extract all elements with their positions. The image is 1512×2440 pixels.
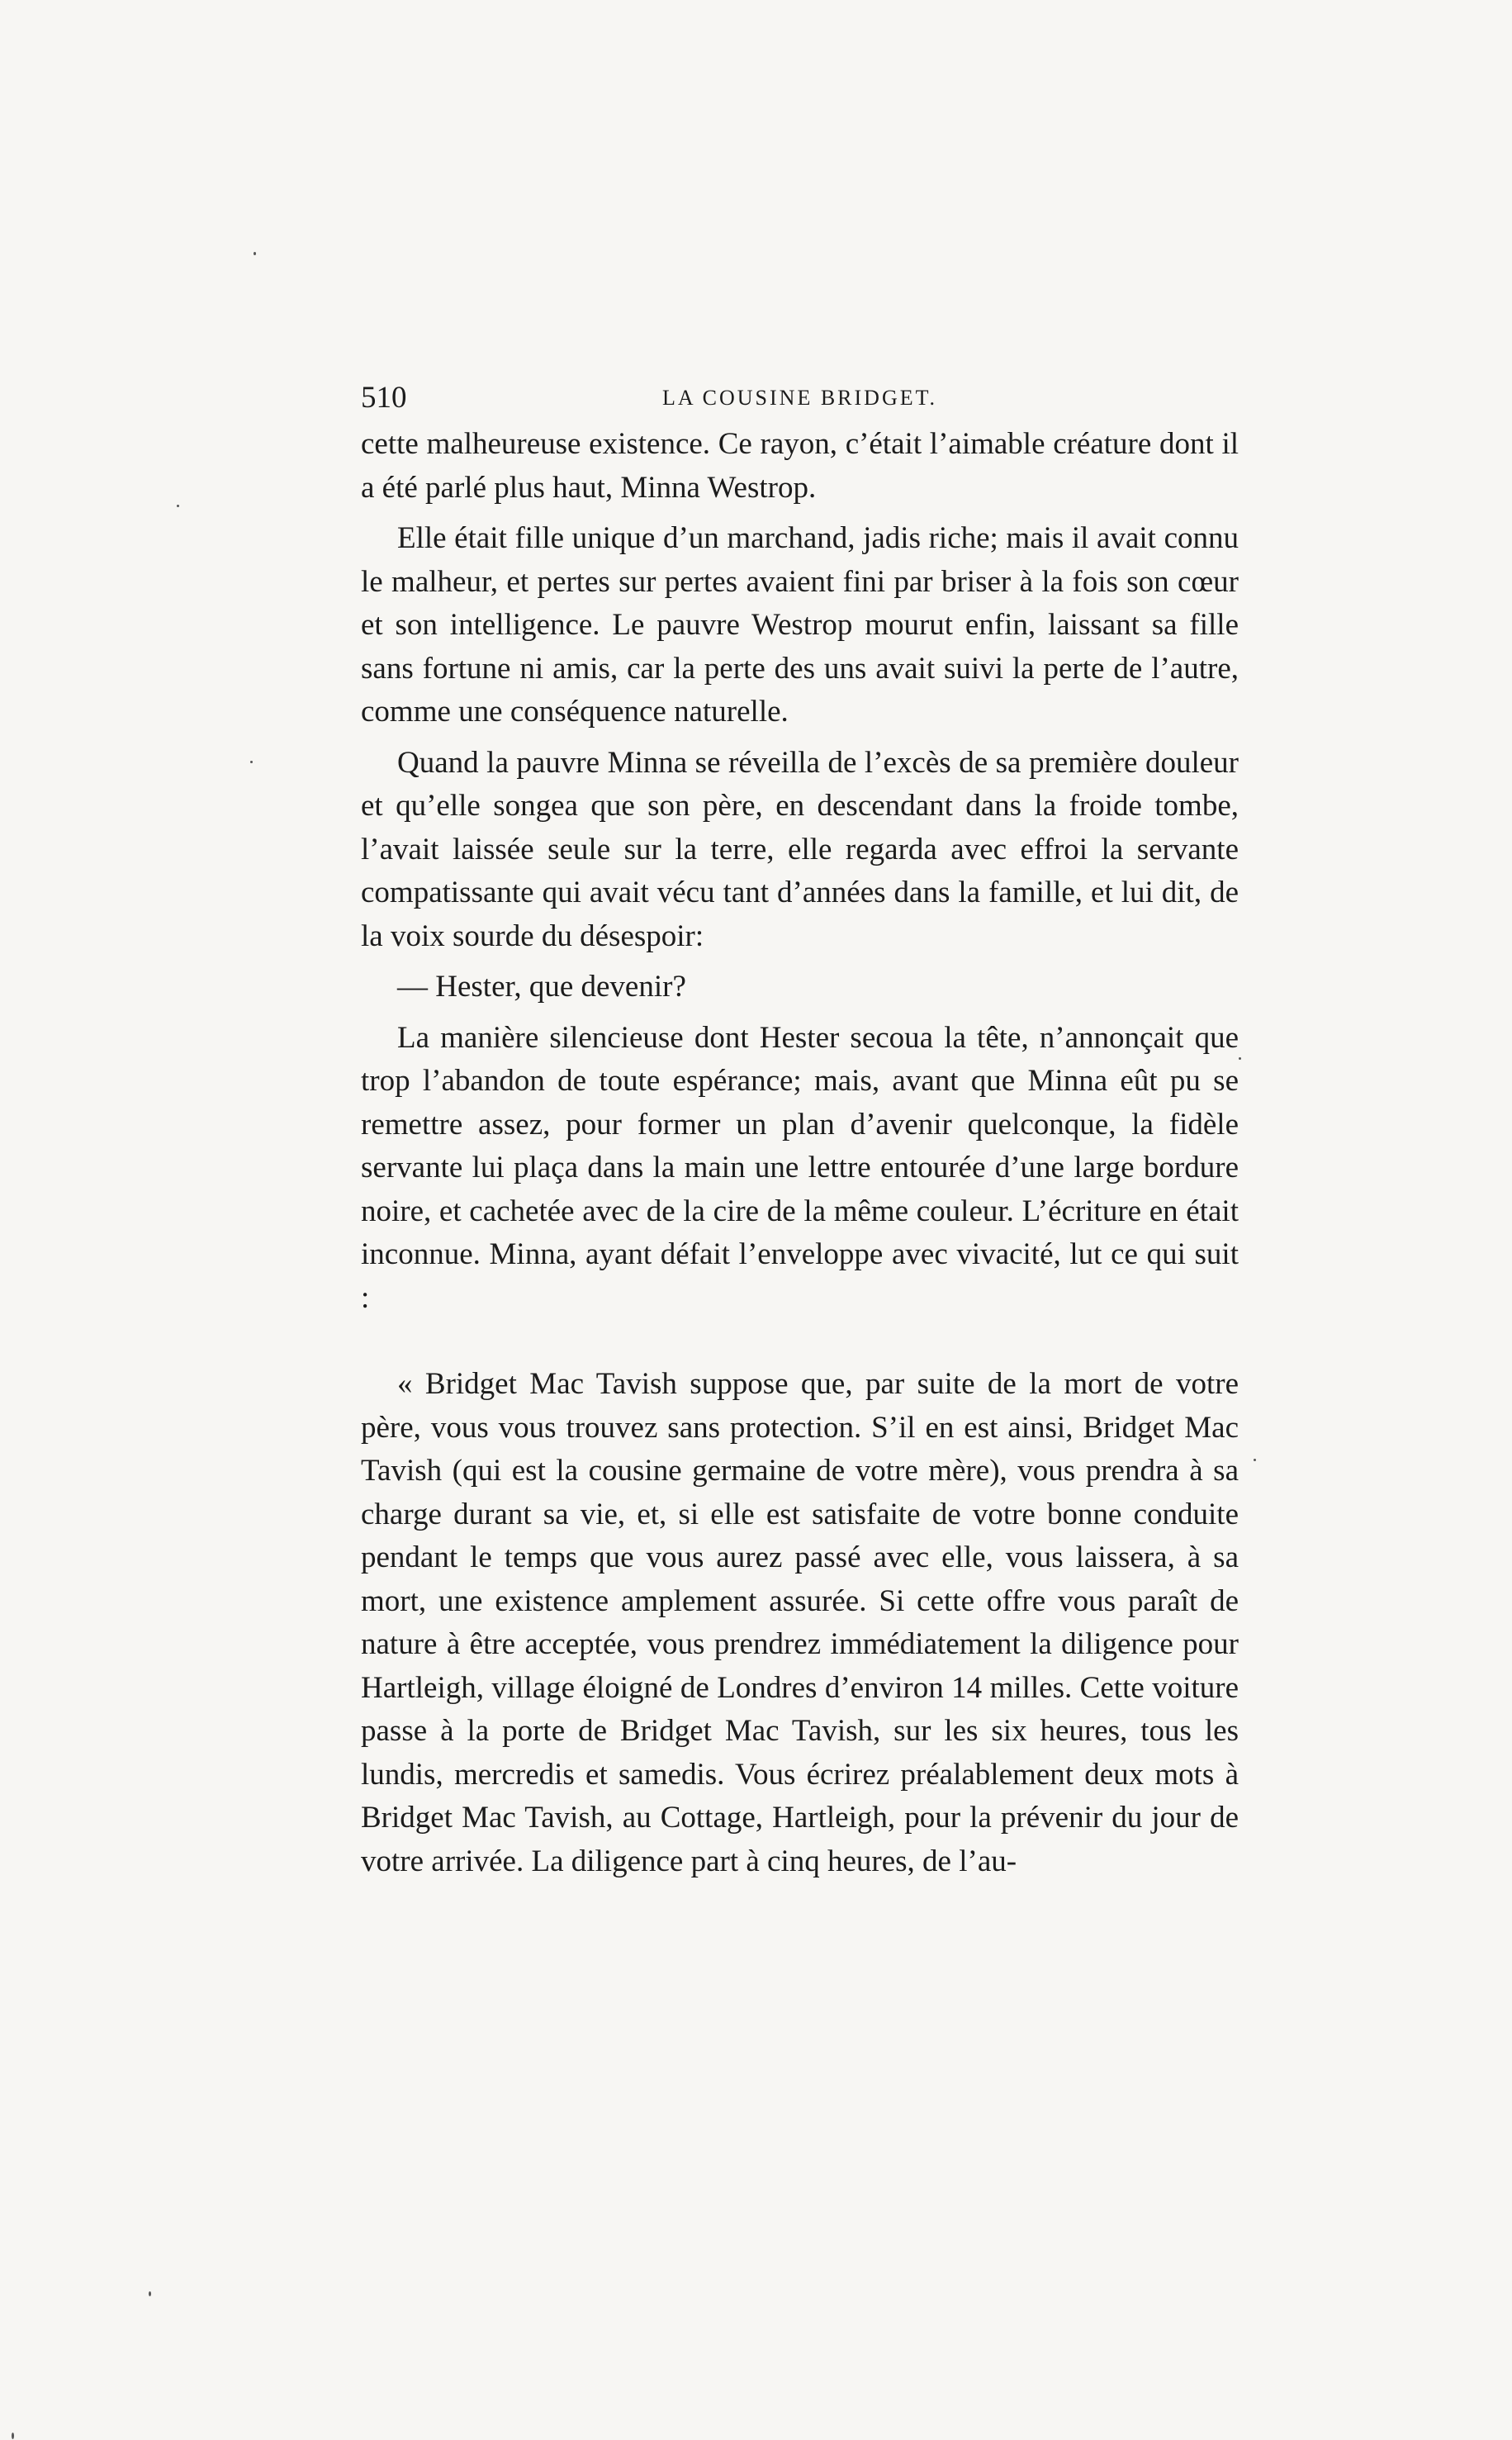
paragraph-minna-wakes: Quand la pauvre Minna se réveilla de l’excès de sa première douleur et qu’elle songea que son père, en descendant dans la froide tombe, l’avait laissée seule sur la terre, elle regarda avec effroi la servante compatissante qui avait vécu tant d’années dans la famille, et lui dit, de la voix sourde du désespoir:: [361, 745, 1239, 953]
paper-speck: [1254, 1459, 1256, 1461]
running-title: LA COUSINE BRIDGET.: [661, 386, 938, 410]
paper-speck: [12, 2433, 14, 2439]
letter-text: « Bridget Mac Tavish suppose que, par suite de la mort de votre père, vous vous trouvez sans protection. S’il en est ainsi, Bridget Mac Tavish (qui est la cousine germaine de votre mère), vous prendra à sa charge durant sa vie, et, si elle est satisfaite de votre bonne conduite pendant le temps que vous aurez passé avec elle, vous laissera, à sa mort, une existence amplement assurée. Si cette offre vous paraît de nature à être acceptée, vous prendrez immédiatement la diligence pour Hartleigh, village éloigné de Londres d’environ 14 milles. Cette voiture passe à la porte de Bridget Mac Tavish, sur les six heures, tous les lundis, mercredis et samedis. Vous écrirez préalablement deux mots à Bridget Mac Tavish, au Cottage, Hartleigh, pour la prévenir du jour de votre arrivée. La diligence part à cinq heures, de l’au-: [361, 1367, 1239, 1878]
paragraph-letter-received: La manière silencieuse dont Hester secoua la tête, n’annonçait que trop l’abandon de toute espérance; mais, avant que Minna eût pu se remettre assez, pour former un plan d’avenir quelconque, la fidèle servante lui plaça dans la main une lettre entourée d’une large bordure noire, et cachetée avec de la cire de la même couleur. L’écriture en était inconnue. Minna, ayant défait l’enveloppe avec vivacité, lut ce qui suit :: [361, 1020, 1239, 1315]
dialogue-line: — Hester, que devenir?: [397, 970, 686, 1004]
paper-speck: [250, 761, 253, 763]
paper-speck: [177, 505, 179, 507]
paragraph-continuation: cette malheureuse existence. Ce rayon, c’était l’aimable créature dont il a été parlé plus haut, Minna Westrop.: [361, 427, 1239, 505]
book-page: [361, 373, 1239, 1891]
page-number: 510: [361, 381, 407, 415]
paper-speck: [1239, 1057, 1241, 1060]
paper-speck: [149, 2291, 151, 2296]
body-text: [361, 423, 1239, 1883]
paper-speck: [254, 252, 256, 255]
paragraph-minna-westrop: Elle était fille unique d’un marchand, jadis riche; mais il avait connu le malheur, et pertes sur pertes avaient fini par briser à la fois son cœur et son intelligence. Le pauvre Westrop mourut enfin, laissant sa fille sans fortune ni amis, car la perte des uns avait suivi la perte de l’autre, comme une conséquence naturelle.: [361, 521, 1239, 729]
running-head: [361, 373, 1239, 423]
